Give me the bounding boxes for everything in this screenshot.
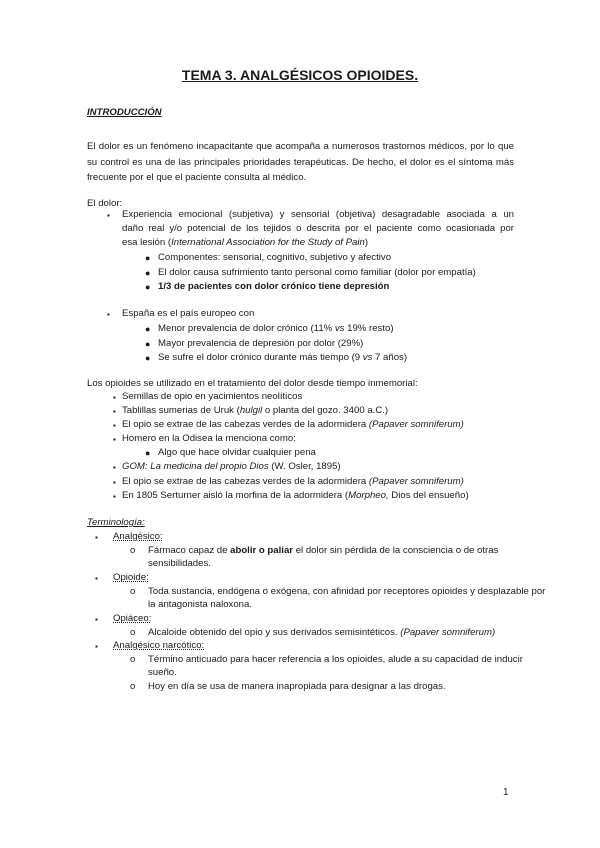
bullet-square-icon: ▪: [113, 393, 116, 402]
term-opiaceo: Opiáceo:: [113, 613, 152, 624]
bullet-dot-icon: ●: [145, 339, 151, 349]
page-title: TEMA 3. ANALGÉSICOS OPIOIDES.: [181, 67, 419, 83]
history-item: GOM: La medicina del propio Dios (W. Osler, 1895): [122, 461, 341, 472]
dolor-sub-item: Componentes: sensorial, cognitivo, subjetivo y afectivo: [158, 252, 392, 263]
bullet-square-icon: ▪: [113, 407, 116, 416]
term-narcotico-def2: Hoy en día se usa de manera inapropiada para designar a las drogas.: [148, 681, 446, 692]
term-opioide-def: Toda sustancia, endógena o exógena, con afinidad por receptores opioides y desplazable por: [148, 586, 546, 597]
dolor-def-line1: Experiencia emocional (subjetiva) y sensorial (objetiva) desagradable asociada a un: [122, 209, 514, 220]
term-opioide-def-line2: la antagonista naloxona.: [148, 599, 253, 610]
dolor-label: El dolor:: [87, 198, 123, 209]
page-number: 1: [503, 787, 509, 798]
bullet-circle-icon: o: [130, 654, 136, 665]
bullet-square-icon: ▪: [95, 574, 98, 583]
term-narcotico-def1-line2: sueño.: [148, 667, 177, 678]
history-item: Homero en la Odisea la menciona como:: [122, 433, 296, 444]
bullet-dot-icon: ●: [145, 282, 151, 292]
history-item: El opio se extrae de las cabezas verdes de la adormidera (Papaver somniferum): [122, 419, 464, 430]
term-analgesico-def-line2: sensibilidades.: [148, 558, 211, 569]
bullet-square-icon: ▪: [95, 533, 98, 542]
history-item: El opio se extrae de las cabezas verdes de la adormidera (Papaver somniferum): [122, 476, 464, 487]
history-item: En 1805 Serturner aisló la morfina de la adormidera (Morpheo, Dios del ensueño): [122, 490, 469, 501]
dolor-sub-item: El dolor causa sufrimiento tanto personal como familiar (dolor por empatía): [158, 267, 476, 278]
bullet-square-icon: ▪: [107, 310, 110, 319]
bullet-square-icon: ▪: [113, 492, 116, 501]
bullet-square-icon: ▪: [113, 478, 116, 487]
dolor-def-line2: daño real y/o potencial de los tejidos o descrita por el paciente como ocasionada por: [122, 223, 514, 234]
terminologia-heading: Terminología:: [87, 517, 145, 528]
bullet-dot-icon: ●: [145, 324, 151, 334]
term-opiaceo-def: Alcaloide obtenido del opio y sus derivados semisintéticos. (Papaver somniferum): [148, 627, 496, 638]
espana-sub-item: Menor prevalencia de dolor crónico (11% vs 19% resto): [158, 323, 394, 334]
espana-line: España es el país europeo con: [122, 308, 255, 319]
term-narcotico-def1: Término anticuado para hacer referencia a los opioides, alude a su capacidad de inducir: [148, 654, 523, 665]
dolor-sub-item: 1/3 de pacientes con dolor crónico tiene depresión: [158, 281, 390, 292]
bullet-square-icon: ▪: [113, 435, 116, 444]
history-item: Tablillas sumerias de Uruk (hulgil o planta del gozo. 3400 a.C.): [122, 405, 389, 416]
intro-heading: INTRODUCCIÓN: [87, 107, 162, 118]
term-analgesico-def: Fármaco capaz de abolir o paliar el dolor sin pérdida de la consciencia o de otras: [148, 545, 499, 556]
bullet-circle-icon: o: [130, 627, 136, 638]
bullet-square-icon: ▪: [107, 211, 110, 220]
bullet-circle-icon: o: [130, 586, 136, 597]
intro-paragraph: El dolor es un fenómeno incapacitante que acompaña a numerosos trastornos médicos, por lo que su control es una de las principales prioridades terapéuticas. De hecho, el dolor es el síntoma más frecuente por el que el paciente consulta al médico.: [87, 141, 514, 183]
bullet-square-icon: ▪: [113, 463, 116, 472]
bullet-dot-icon: ●: [145, 268, 151, 278]
bullet-square-icon: ▪: [113, 421, 116, 430]
bullet-circle-icon: o: [130, 681, 136, 692]
bullet-circle-icon: o: [130, 545, 136, 556]
homero-sub-item: Algo que hace olvidar cualquier pena: [158, 447, 316, 458]
dolor-def-line3: esa lesión (International Association for the Study of Pain): [122, 237, 369, 248]
bullet-square-icon: ▪: [95, 642, 98, 651]
bullet-dot-icon: ●: [145, 448, 151, 458]
bullet-square-icon: ▪: [95, 615, 98, 624]
espana-sub-item: Se sufre el dolor crónico durante más tiempo (9 vs 7 años): [158, 352, 408, 363]
opioides-intro: Los opioides se utilizado en el tratamiento del dolor desde tiempo inmemorial:: [87, 378, 418, 389]
term-opioide: Opioide:: [113, 572, 149, 583]
history-item: Semillas de opio en yacimientos neolíticos: [122, 391, 303, 402]
espana-sub-item: Mayor prevalencia de depresión por dolor (29%): [158, 338, 364, 349]
bullet-dot-icon: ●: [145, 353, 151, 363]
term-analgesico: Analgésico:: [113, 531, 163, 542]
bullet-dot-icon: ●: [145, 253, 151, 263]
term-narcotico: Analgésico narcótico:: [113, 640, 205, 651]
